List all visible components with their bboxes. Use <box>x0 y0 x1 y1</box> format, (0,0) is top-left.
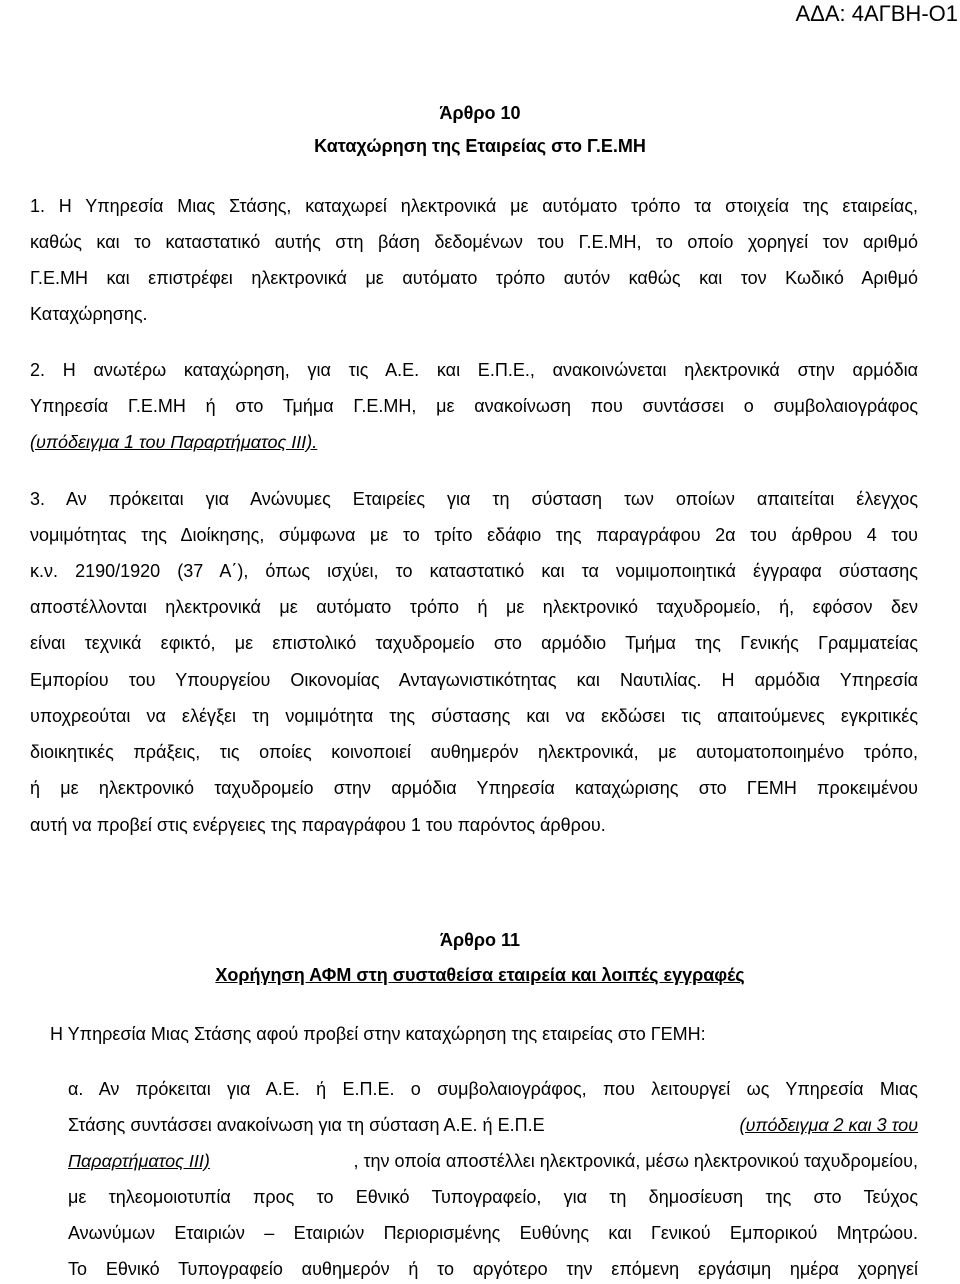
annex-reference: (υπόδειγμα 1 του Παραρτήματος ΙΙΙ). <box>30 432 318 452</box>
article-10-p1-line: Καταχώρησης. <box>30 304 148 324</box>
article-10-p3-line: ή με ηλεκτρονικό ταχυδρομείο στην αρμόδια Υπηρεσία καταχώρισης στο ΓΕΜΗ προκειμένου <box>30 778 918 798</box>
article-10-p3-line: είναι τεχνικά εφικτό, με επιστολικό ταχυδρομείο στο αρμόδιο Τμήμα της Γενικής Γραμματείας <box>30 633 918 653</box>
article-11-a-line <box>68 1149 918 1173</box>
article-11-a-line: με τηλεομοιοτυπία προς το Εθνικό Τυπογραφείο, για τη δημοσίευση της στο Τεύχος <box>68 1187 918 1207</box>
article-11-intro: Η Υπηρεσία Μιας Στάσης αφού προβεί στην καταχώρηση της εταιρείας στο ΓΕΜΗ: <box>50 1024 706 1044</box>
article-10-p3-line: διοικητικές πράξεις, τις οποίες κοινοποιεί αυθημερόν ηλεκτρονικά, με αυτοματοποιημένο τρόπο, <box>30 742 918 762</box>
ada-code: ΑΔΑ: 4ΑΓΒΗ-Ο1 <box>795 1 958 26</box>
article-10-p1-line: καθώς και το καταστατικό αυτής στη βάση δεδομένων του Γ.Ε.ΜΗ, το οποίο χορηγεί τον αριθμό <box>30 232 918 252</box>
article-10-p2-line: Υπηρεσία Γ.Ε.ΜΗ ή στο Τμήμα Γ.Ε.ΜΗ, με ανακοίνωση που συντάσσει ο συμβολαιογράφος <box>30 396 918 416</box>
article-10-heading: Άρθρο 10 <box>439 103 521 123</box>
article-10-p3-line: Εμπορίου του Υπουργείου Οικονομίας Ανταγωνιστικότητας και Ναυτιλίας. Η αρμόδια Υπηρεσία <box>30 670 918 690</box>
article-10-p3-line: υποχρεούται να ελέγξει τη νομιμότητα της σύστασης και να εκδώσει τις απαιτούμενες εγκριτικές <box>30 706 918 726</box>
article-11-a-line <box>68 1113 918 1137</box>
article-10-p3-line: κ.ν. 2190/1920 (37 Α΄), όπως ισχύει, το καταστατικό και τα νομιμοποιητικά έγγραφα σύστασης <box>30 561 918 581</box>
article-11-a-text: Στάσης συντάσσει ανακοίνωση για τη σύσταση Α.Ε. ή Ε.Π.Ε <box>68 1115 545 1135</box>
article-11-a-line: Το Εθνικό Τυπογραφείο αυθημερόν ή το αργότερο την επόμενη εργάσιμη ημέρα χορηγεί <box>68 1259 918 1279</box>
article-11-a-line: Ανωνύμων Εταιριών – Εταιριών Περιορισμένης Ευθύνης και Γενικού Εμπορικού Μητρώου. <box>68 1223 918 1243</box>
article-10-p3-line: νομιμότητας της Διοίκησης, σύμφωνα με το τρίτο εδάφιο της παραγράφου 2α του άρθρου 4 του <box>30 525 918 545</box>
article-11-a-text: , την οποία αποστέλλει ηλεκτρονικά, μέσω ηλεκτρονικού ταχυδρομείου, <box>353 1151 918 1171</box>
article-10-p3-line: αυτή να προβεί στις ενέργειες της παραγράφου 1 του παρόντος άρθρου. <box>30 815 606 835</box>
article-10-p1-line: 1. Η Υπηρεσία Μιας Στάσης, καταχωρεί ηλεκτρονικά με αυτόματο τρόπο τα στοιχεία της εταιρείας, <box>30 196 918 216</box>
article-10-p1-line: Γ.Ε.ΜΗ και επιστρέφει ηλεκτρονικά με αυτόματο τρόπο αυτόν καθώς και τον Κωδικό Αριθμό <box>30 268 918 288</box>
annex-reference: Παραρτήματος ΙΙΙ) <box>68 1151 210 1171</box>
article-11-heading: Άρθρο 11 <box>439 930 521 950</box>
article-10-p3-line: αποστέλλονται ηλεκτρονικά με αυτόματο τρόπο ή με ηλεκτρονικό ταχυδρομείο, ή, εφόσον δεν <box>30 597 918 617</box>
annex-reference: (υπόδειγμα 2 και 3 του <box>739 1115 918 1135</box>
article-10-title: Καταχώρηση της Εταιρείας στο Γ.Ε.ΜΗ <box>314 136 646 156</box>
article-10-p3-line: 3. Αν πρόκειται για Ανώνυμες Εταιρείες για τη σύσταση των οποίων απαιτείται έλεγχος <box>30 489 918 509</box>
article-11-a-line: α. Αν πρόκειται για Α.Ε. ή Ε.Π.Ε. ο συμβολαιογράφος, που λειτουργεί ως Υπηρεσία Μιας <box>68 1079 918 1099</box>
article-10-p2-line: 2. Η ανωτέρω καταχώρηση, για τις Α.Ε. και Ε.Π.Ε., ανακοινώνεται ηλεκτρονικά στην αρμόδια <box>30 360 918 380</box>
article-11-title: Χορήγηση ΑΦΜ στη συσταθείσα εταιρεία και λοιπές εγγραφές <box>215 965 745 985</box>
